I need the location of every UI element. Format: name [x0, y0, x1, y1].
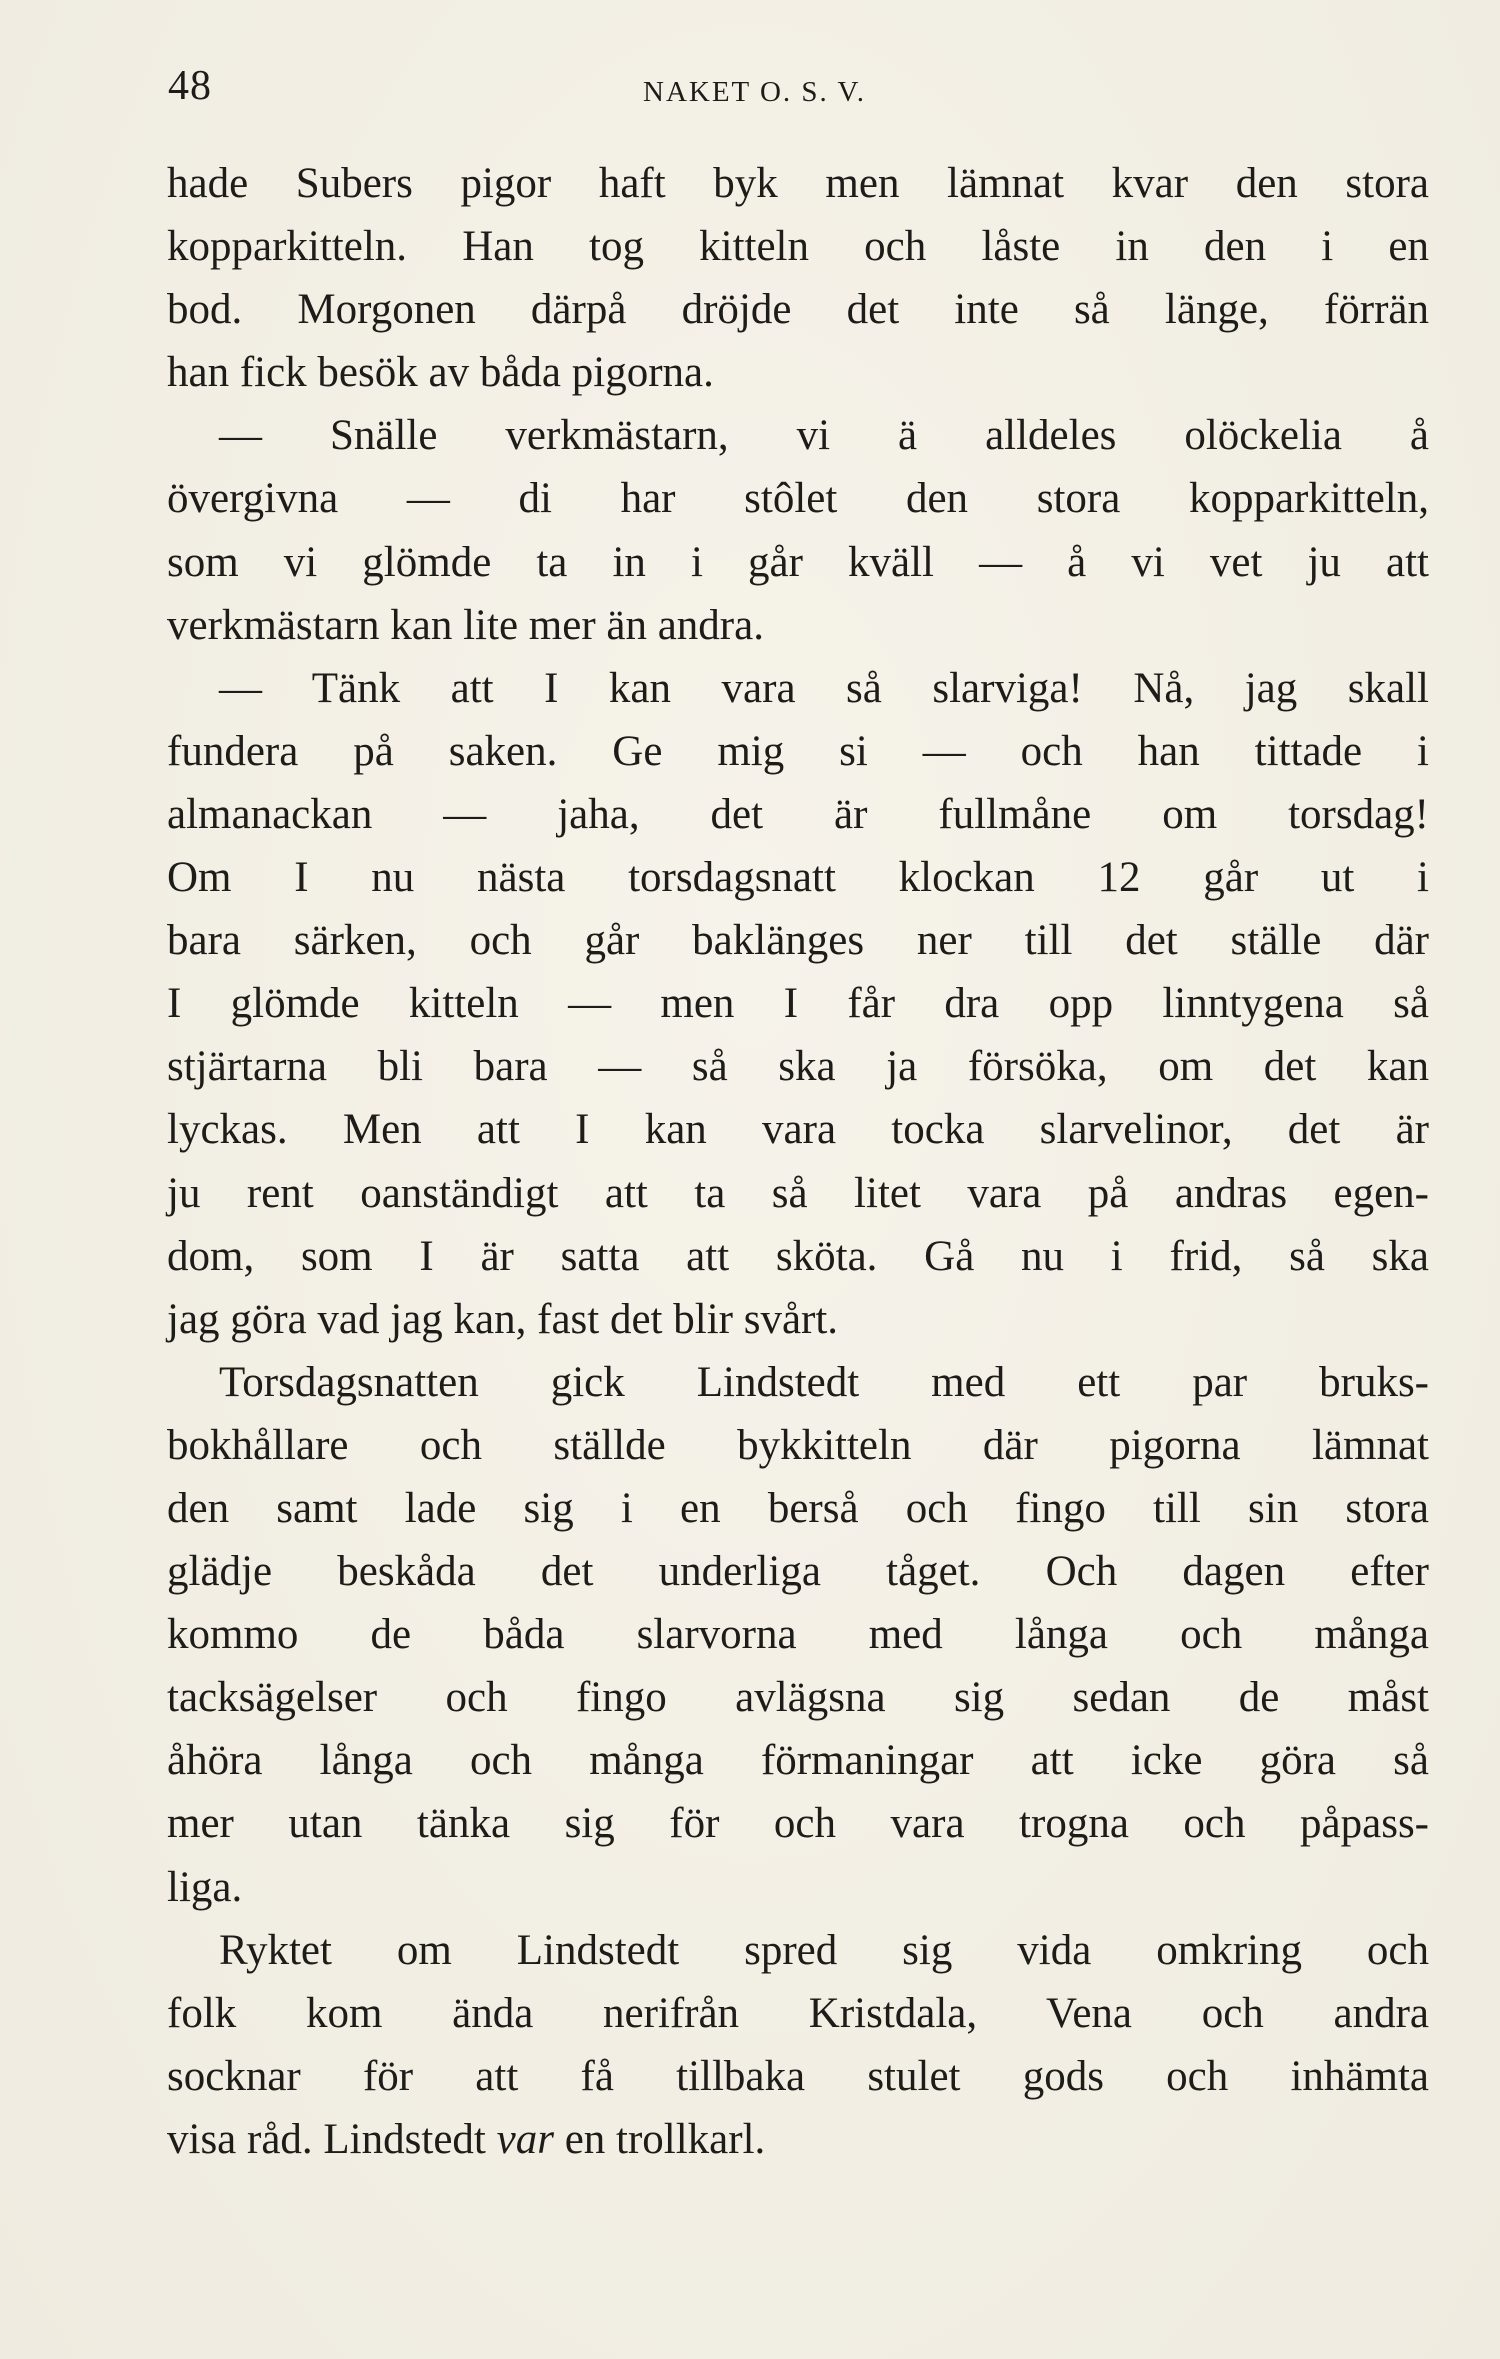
text-line: Ryktet om Lindstedt spred sig vida omkring och [219, 1926, 1429, 1974]
text-line: verkmästarn kan lite mer än andra. [167, 601, 764, 649]
text-line: kopparkitteln. Han tog kitteln och låste in den i en [167, 223, 1429, 271]
text-line: glädje beskåda det underliga tåget. Och dagen efter [167, 1548, 1429, 1596]
text-line: bod. Morgonen därpå dröjde det inte så länge, förrän [167, 286, 1429, 334]
text-line: stjärtarna bli bara — så ska ja försöka, om det kan [167, 1043, 1429, 1091]
paragraph [167, 1919, 1429, 2171]
running-head [168, 62, 1428, 122]
text-line: folk kom ända nerifrån Kristdala, Vena och andra [167, 1989, 1429, 2037]
text-line: han fick besök av båda pigorna. [167, 349, 714, 397]
text-line: den samt lade sig i en berså och fingo till sin stora [167, 1484, 1429, 1532]
text-line: fundera på saken. Ge mig si — och han tittade i [167, 727, 1429, 775]
text-line: bokhållare och ställde bykkitteln där pigorna lämnat [167, 1421, 1429, 1469]
text-line: I glömde kitteln — men I får dra opp linntygena så [167, 980, 1429, 1028]
text-line: hade Subers pigor haft byk men lämnat kvar den stora [167, 160, 1429, 207]
text-segment: visa råd. Lindstedt [167, 2115, 497, 2163]
text-line: åhöra långa och många förmaningar att icke göra så [167, 1737, 1429, 1785]
emphasized-word: var [496, 2115, 554, 2163]
running-title: NAKET O. S. V. [643, 76, 866, 108]
text-line: jag göra vad jag kan, fast det blir svårt. [167, 1295, 839, 1343]
text-line-final [167, 2108, 1429, 2171]
paragraph [167, 404, 1429, 656]
text-line: dom, som I är satta att sköta. Gå nu i frid, så ska [167, 1232, 1429, 1280]
text-line: bara särken, och går baklänges ner till det ställe där [167, 917, 1429, 965]
body-text [167, 152, 1429, 2171]
paragraph [167, 657, 1429, 1351]
text-line: övergivna — di har stôlet den stora kopparkitteln, [167, 475, 1429, 523]
text-line: ju rent oanständigt att ta så litet vara på andras egen- [167, 1169, 1429, 1217]
text-line: som vi glömde ta in i går kväll — å vi vet ju att [167, 538, 1429, 586]
text-line: socknar för att få tillbaka stulet gods och inhämta [167, 2052, 1429, 2100]
text-segment: en trollkarl. [553, 2115, 766, 2163]
text-line: Om I nu nästa torsdagsnatt klockan 12 går ut i [167, 854, 1429, 902]
text-line: mer utan tänka sig för och vara trogna och påpass- [167, 1800, 1429, 1848]
text-line: almanackan — jaha, det är fullmåne om torsdag! [167, 790, 1429, 838]
text-line: tacksägelser och fingo avlägsna sig sedan de måst [167, 1674, 1429, 1722]
paragraph [167, 152, 1429, 404]
text-line: kommo de båda slarvorna med långa och många [167, 1611, 1429, 1659]
text-line: — Snälle verkmästarn, vi ä alldeles olöckelia å [219, 412, 1429, 460]
text-line: — Tänk att I kan vara så slarviga! Nå, jag skall [219, 664, 1429, 712]
text-line: liga. [167, 1863, 243, 1911]
page-number: 48 [168, 63, 212, 109]
text-line: lyckas. Men att I kan vara tocka slarvelinor, det är [167, 1106, 1429, 1154]
text-line: Torsdagsnatten gick Lindstedt med ett par bruks- [219, 1358, 1429, 1406]
paragraph [167, 1351, 1429, 1919]
